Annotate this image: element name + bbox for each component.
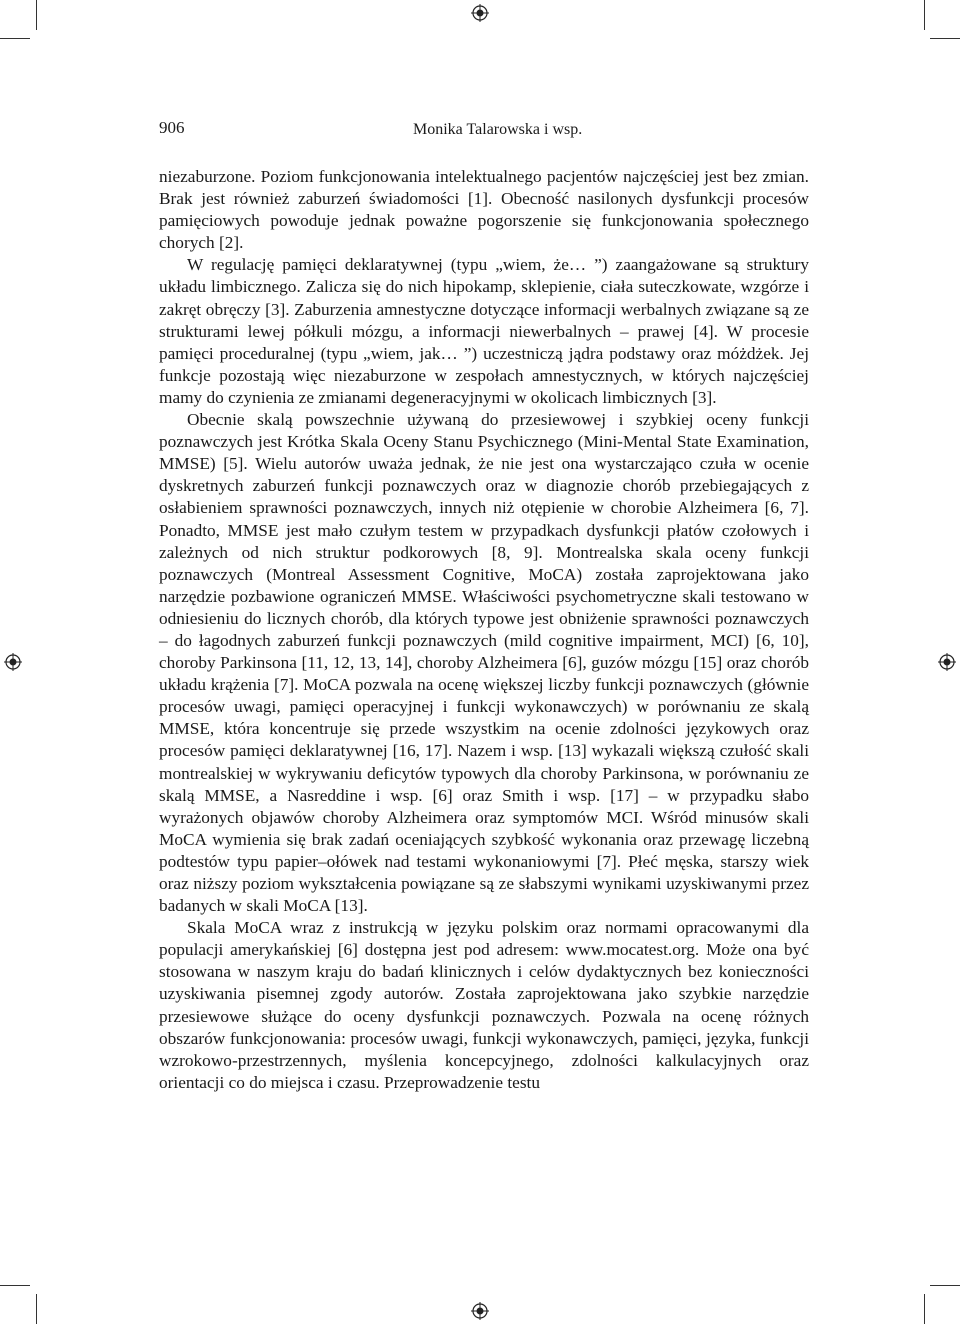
crop-mark-bottom-left-horizontal [0,1285,30,1286]
crop-mark-top-right-horizontal [930,38,960,39]
page-header [159,118,809,142]
crop-mark-bottom-right-horizontal [930,1285,960,1286]
registration-mark-top-icon [471,4,489,22]
crop-mark-top-right-vertical [924,0,925,30]
crop-mark-bottom-right-vertical [924,1294,925,1324]
paragraph: W regulację pamięci deklaratywnej (typu „wiem, że… ”) zaangażowane są struktury układu limbicznego. Zalicza się do nich hipokamp, sklepienie, ciała suteczkowate, wzgórze i zakręt obręczy [3]. Zaburzenia amnestyczne dotyczące informacji werbalnych związane są ze strukturami lewej półkuli mózgu, a informacji niewerbalnych – prawej [4]. W procesie pamięci proceduralnej (typu „wiem, jak… ”) uczestniczą jądra podstawy oraz móżdżek. Jej funkcje pozostają więc niezaburzone w zespołach amnestycznych, w których najczęściej mamy do czynienia ze zmianami degeneracyjnymi w okolicach limbicznych [3]. [159,255,809,407]
running-head: Monika Talarowska i wsp. [413,121,583,138]
article-body [159,166,809,1094]
crop-mark-top-left-vertical [36,0,37,30]
crop-mark-top-left-horizontal [0,38,30,39]
crop-mark-bottom-left-vertical [36,1294,37,1324]
registration-mark-bottom-icon [471,1302,489,1320]
paragraph: Obecnie skalą powszechnie używaną do przesiewowej i szybkiej oceny funkcji poznawczych jest Krótka Skala Oceny Stanu Psychicznego (Mini-Mental State Examination, MMSE) [5]. Wielu autorów uważa jednak, że nie jest ona wystarczająco czuła w ocenie dyskretnych zaburzeń funkcji poznawczych oraz w diagnozie chorób przebiegających z osłabieniem sprawności poznawczych, innych niż otępienie w chorobie Alzheimera [6, 7]. Ponadto, MMSE jest mało czułym testem w przypadkach dysfunkcji płatów czołowych i zależnych od nich struktur podkorowych [8, 9]. Montrealska skala oceny funkcji poznawczych (Montreal Assessment Cognitive, MoCA) została zaprojektowana jako narzędzie pozbawione ograniczeń MMSE. Właściwości psychometryczne skali testowano w odniesieniu do licznych chorób, dla których typowe jest obniżenie sprawności poznawczych – do łagodnych zaburzeń funkcji poznawczych (mild cognitive impairment, MCI) [6, 10], choroby Parkinsona [11, 12, 13, 14], choroby Alzheimera [6], guzów mózgu [15] oraz chorób układu krążenia [7]. MoCA pozwala na ocenę większej liczby funkcji poznawczych (głównie procesów uwagi, pamięci operacyjnej i funkcji wykonawczych) w porównaniu ze skalą MMSE, która koncentruje się przede wszystkim na ocenie zdolności językowych oraz procesów pamięci deklaratywnej [16, 17]. Nazem i wsp. [13] wykazali większą czułość skali montrealskiej w wykrywaniu deficytów typowych dla choroby Parkinsona, w porównaniu ze skalą MMSE, a Nasreddine i wsp. [6] oraz Smith i wsp. [17] – w przypadku słabo wyrażonych objawów choroby Alzheimera oraz symptomów MCI. Wśród minusów skali MoCA wymienia się brak zadań oceniających szybkość wykonania oraz przewagę liczebną podtestów typu papier–ołówek nad testami wykonaniowymi [7]. Płeć męska, starszy wiek oraz niższy poziom wykształcenia powiązane są ze słabszymi wynikami uzyskiwanymi przez badanych w skali MoCA [13]. [159,410,809,916]
paragraph: Skala MoCA wraz z instrukcją w języku polskim oraz normami opracowanymi dla populacji amerykańskiej [6] dostępna jest pod adresem: www.mocatest.org. Może ona być stosowana w naszym kraju do badań klinicznych i celów dydaktycznych bez konieczności uzyskiwania pisemnej zgody autorów. Została zaprojektowana jako szybkie narzędzie przesiewowe służące do oceny dysfunkcji poznawczych. Pozwala na ocenę różnych obszarów funkcjonowania: procesów uwagi, funkcji wykonawczych, pamięci, języka, funkcji wzrokowo-przestrzennych, myślenia koncepcyjnego, zdolności kalkulacyjnych oraz orientacji co do miejsca i czasu. Przeprowadzenie testu [159,918,809,1092]
page-number: 906 [159,118,185,137]
registration-mark-right-icon [938,653,956,671]
registration-mark-left-icon [4,653,22,671]
paragraph: niezaburzone. Poziom funkcjonowania intelektualnego pacjentów najczęściej jest bez zmian. Brak jest również zaburzeń świadomości [1]. Obecność nasilonych dysfunkcji procesów pamięciowych powoduje jednak poważne pogorszenie się funkcjonowania społecznego chorych [2]. [159,167,809,253]
